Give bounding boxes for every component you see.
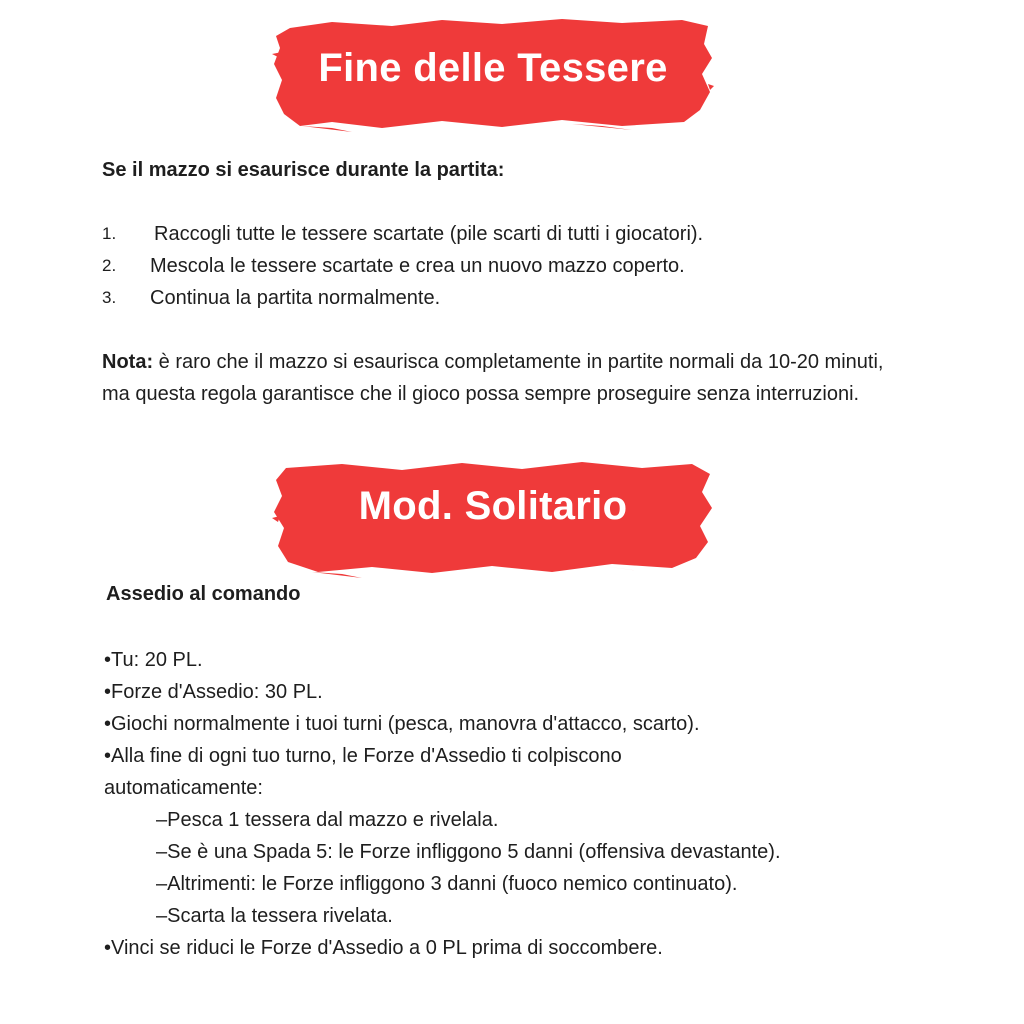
section-banner-solo-mode [272,458,714,580]
sub-rule-line: –Altrimenti: le Forze infliggono 3 danni (fuoco nemico continuato). [156,873,738,895]
rule-line: •Forze d'Assedio: 30 PL. [104,681,323,703]
rule-line: •Tu: 20 PL. [104,649,203,671]
section-heading: Se il mazzo si esaurisce durante la partita: [102,159,505,181]
sub-rule-line: –Scarta la tessera rivelata. [156,905,393,927]
list-text: Raccogli tutte le tessere scartate (pile scarti di tutti i giocatori). [154,223,704,245]
section-title: Mod. Solitario [358,484,628,528]
rule-line: •Alla fine di ogni tuo turno, le Forze d'Assedio ti colpiscono [104,745,622,767]
section-title: Fine delle Tessere [318,46,668,90]
list-text: Continua la partita normalmente. [150,287,441,309]
note-paragraph [102,346,912,410]
list-text: Mescola le tessere scartate e crea un nuovo mazzo coperto. [150,255,685,277]
section-banner-end-of-tiles [272,14,714,134]
rule-line: •Giochi normalmente i tuoi turni (pesca, manovra d'attacco, scarto). [104,713,700,735]
rule-line: automaticamente: [104,777,263,799]
section-heading: Assedio al comando [106,583,301,605]
list-number: 2. [102,256,117,275]
note-text: è raro che il mazzo si esaurisca completamente in partite normali da 10-20 minuti, ma questa regola garantisce che il gioco possa sempre proseguire senza interruzioni. [102,351,884,405]
list-number: 3. [102,288,117,307]
rule-line: •Vinci se riduci le Forze d'Assedio a 0 PL prima di soccombere. [104,937,663,959]
rules-list [104,644,944,964]
sub-rule-line: –Pesca 1 tessera dal mazzo e rivelala. [156,809,499,831]
list-number: 1. [102,224,117,243]
sub-rule-line: –Se è una Spada 5: le Forze infliggono 5 danni (offensiva devastante). [156,841,781,863]
note-label: Nota: [102,351,154,373]
